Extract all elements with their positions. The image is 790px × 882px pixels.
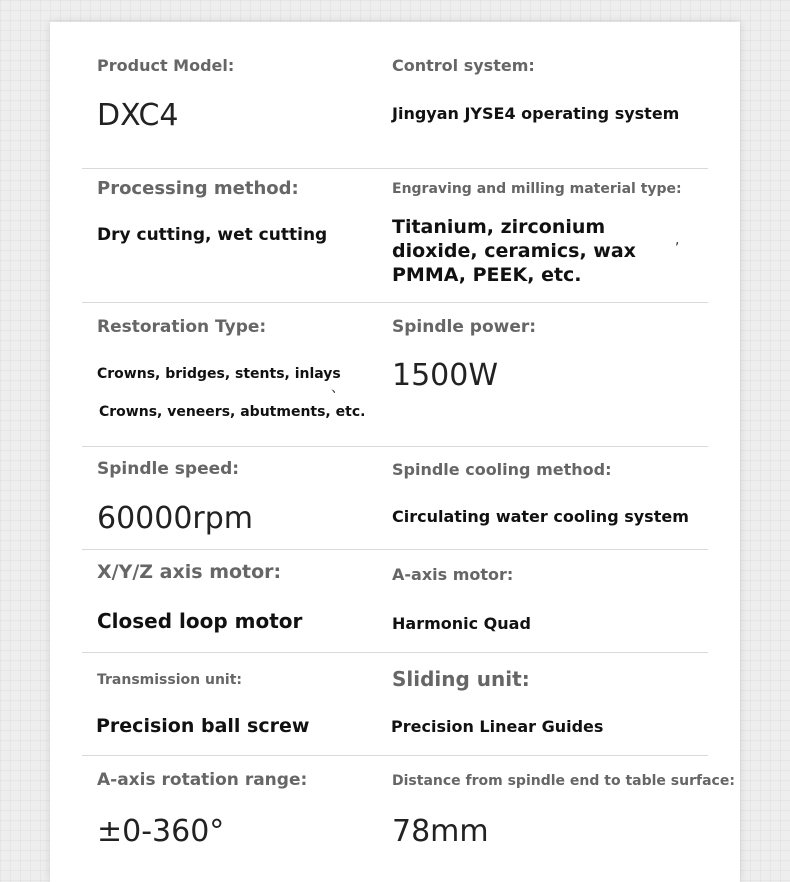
spindle-power-value: 1500W: [392, 358, 499, 393]
processing-method-value: Dry cutting, wet cutting: [97, 225, 328, 245]
a-axis-rotation-label: A-axis rotation range:: [97, 770, 308, 790]
spindle-power-label: Spindle power:: [392, 317, 537, 337]
spec-row-rotation: [82, 756, 735, 866]
transmission-unit-value: Precision ball screw: [96, 715, 310, 737]
spec-restoration-type: [97, 303, 387, 446]
spindle-speed-value: 60000rpm: [97, 501, 254, 536]
spec-table: [82, 22, 735, 866]
spec-row-spindle: [82, 447, 708, 550]
product-model-value: DXC4: [97, 98, 179, 133]
spec-spindle-cooling: [392, 447, 722, 549]
spec-spindle-speed: [97, 447, 387, 549]
a-axis-motor-label: A-axis motor:: [392, 565, 514, 584]
spec-a-axis-rotation: [97, 756, 387, 866]
material-type-label: Engraving and milling material type:: [392, 181, 682, 197]
processing-method-label: Processing method:: [97, 178, 299, 199]
restoration-type-line-2: Crowns, veneers, abutments, etc.: [99, 404, 366, 420]
transmission-unit-label: Transmission unit:: [97, 672, 242, 688]
spec-control-system: [392, 22, 722, 168]
spindle-cooling-value: Circulating water cooling system: [392, 507, 689, 526]
spec-a-axis-motor: [392, 550, 722, 652]
material-type-mark: ,: [675, 232, 680, 248]
a-axis-rotation-value: ±0-360°: [97, 814, 225, 849]
spindle-cooling-label: Spindle cooling method:: [392, 460, 612, 479]
spec-card: [50, 22, 740, 882]
spec-material-type: [392, 169, 722, 302]
sliding-unit-label: Sliding unit:: [392, 667, 530, 691]
spec-spindle-power: [392, 303, 722, 446]
xyz-motor-value: Closed loop motor: [97, 609, 303, 633]
spec-row-restoration: [82, 303, 708, 447]
control-system-value: Jingyan JYSE4 operating system: [392, 104, 680, 123]
spindle-speed-label: Spindle speed:: [97, 459, 240, 479]
product-model-label: Product Model:: [97, 56, 235, 75]
material-type-line-2: dioxide, ceramics, wax: [392, 240, 636, 262]
control-system-label: Control system:: [392, 56, 535, 75]
spindle-table-distance-label: Distance from spindle end to table surface:: [392, 773, 735, 789]
sliding-unit-value: Precision Linear Guides: [391, 717, 604, 736]
spec-spindle-table-distance: [392, 756, 735, 866]
xyz-motor-label: X/Y/Z axis motor:: [97, 561, 282, 583]
a-axis-motor-value: Harmonic Quad: [392, 614, 531, 633]
spec-processing-method: [97, 169, 387, 302]
spec-product-model: [97, 22, 387, 168]
spec-row-processing: [82, 169, 708, 303]
material-type-line-3: PMMA, PEEK, etc.: [392, 264, 582, 286]
restoration-type-label: Restoration Type:: [97, 317, 267, 337]
material-type-line-1: Titanium, zirconium: [392, 216, 606, 238]
spindle-table-distance-value: 78mm: [392, 814, 489, 849]
spec-row-transmission: [82, 653, 708, 756]
spec-transmission-unit: [97, 653, 387, 755]
spec-row-model: [82, 22, 708, 169]
restoration-type-line-1: Crowns, bridges, stents, inlays: [97, 366, 341, 382]
restoration-type-mark: 、: [331, 380, 345, 396]
spec-sliding-unit: [392, 653, 722, 755]
spec-xyz-motor: [97, 550, 387, 652]
spec-row-motor: [82, 550, 708, 653]
